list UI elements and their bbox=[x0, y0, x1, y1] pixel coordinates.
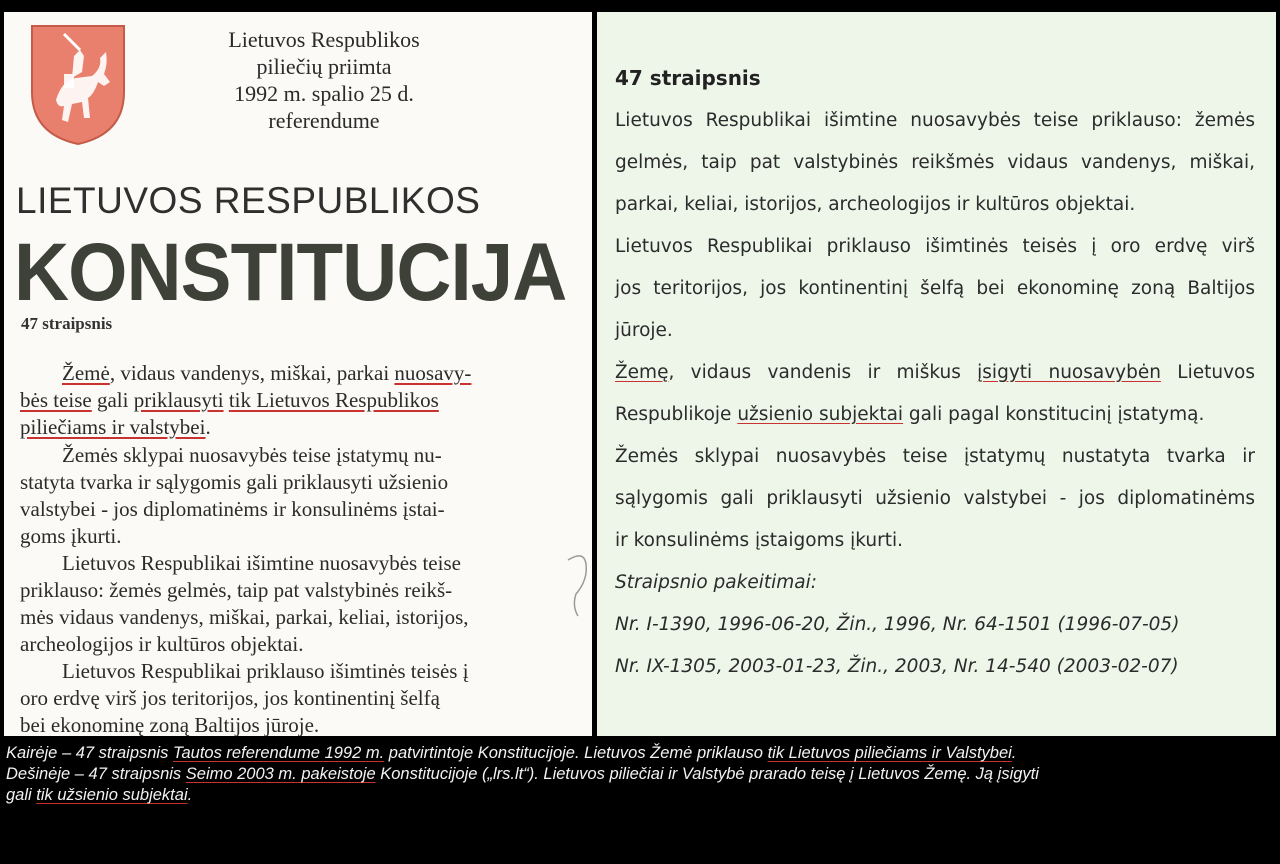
text-span: gali bbox=[6, 786, 37, 804]
article-line: jūroje. bbox=[615, 320, 673, 341]
article-paragraph-3 bbox=[20, 550, 469, 658]
article-title: 47 straipsnis bbox=[615, 66, 761, 90]
paragraph-line: oro erdvę virš jos teritorijos, jos kontinentinį šelfą bbox=[20, 686, 440, 710]
text-span: . bbox=[1011, 744, 1017, 762]
caption-line bbox=[6, 743, 1274, 764]
article-paragraph-1 bbox=[20, 360, 471, 441]
underlined-phrase: Žemė bbox=[62, 361, 110, 385]
amended-article-panel bbox=[597, 12, 1276, 736]
paragraph-line bbox=[20, 414, 471, 441]
text-span: gali bbox=[91, 388, 134, 412]
article-line: sąlygomis gali priklausyti užsienio valstybei - jos diplomatinėms bbox=[615, 488, 1255, 509]
article-line: ir konsulinėms įstaigoms įkurti. bbox=[615, 530, 904, 551]
text-span: . bbox=[205, 415, 211, 439]
paragraph-line: priklauso: žemės gelmės, taip pat valstybinės reikš- bbox=[20, 578, 453, 602]
document-heading-republic: LIETUVOS RESPUBLIKOS bbox=[16, 180, 481, 221]
underlined-phrase: tik užsienio subjektai bbox=[36, 786, 188, 804]
article-line: parkai, keliai, istorijos, archeologijos ir kultūros objektai. bbox=[615, 194, 1136, 215]
paragraph-line: Žemės sklypai nuosavybės teise įstatymų nu- bbox=[62, 443, 442, 467]
text-span: Konstitucijoje („lrs.lt“). Lietuvos piliečiai ir Valstybė prarado teisę į Lietuvos Žemę. Ją įsigyti bbox=[375, 765, 1039, 783]
text-span: Kairėje – 47 straipsnis bbox=[6, 744, 173, 762]
paragraph-line: statyta tvarka ir sąlygomis gali priklausyti užsienio bbox=[20, 470, 449, 494]
article-line: Žemės sklypai nuosavybės teise įstatymų nustatyta tvarka ir bbox=[615, 446, 1255, 467]
referendum-line: 1992 m. spalio 25 d. bbox=[234, 81, 414, 106]
underlined-phrase: piliečiams ir valstybei bbox=[20, 415, 206, 439]
text-span: Dešinėje – 47 straipsnis bbox=[6, 765, 186, 783]
article-number: 47 straipsnis bbox=[21, 314, 113, 333]
paragraph-line: valstybei - jos diplomatinėms ir konsulinėms įstai- bbox=[20, 497, 445, 521]
paragraph-line: Lietuvos Respublikai išimtine nuosavybės teise bbox=[62, 551, 461, 575]
caption-line bbox=[6, 785, 1274, 806]
referendum-line: referendume bbox=[268, 108, 380, 133]
referendum-line: Lietuvos Respublikos bbox=[228, 27, 420, 52]
referendum-line: piliečių priimta bbox=[256, 54, 392, 79]
underlined-phrase: priklausyti bbox=[133, 388, 224, 412]
pencil-mark-icon bbox=[564, 550, 590, 620]
referendum-note bbox=[194, 26, 454, 134]
paragraph-line: goms įkurti. bbox=[20, 524, 122, 548]
article-line bbox=[615, 404, 1255, 425]
article-paragraph-4 bbox=[20, 658, 469, 736]
amendment-entry: Nr. IX-1305, 2003-01-23, Žin., 2003, Nr. 14-540 (2003-02-07) bbox=[615, 656, 1179, 677]
underlined-phrase: nuosavy- bbox=[394, 361, 472, 385]
text-span: gali pagal konstitucinį įstatymą. bbox=[903, 404, 1205, 425]
paragraph-line bbox=[20, 387, 471, 414]
paragraph-line: archeologijos ir kultūros objektai. bbox=[20, 632, 304, 656]
paragraph-line bbox=[20, 360, 471, 387]
vytis-coat-of-arms-icon bbox=[28, 22, 128, 148]
text-span: Respublikoje bbox=[615, 404, 738, 425]
amendments-title: Straipsnio pakeitimai: bbox=[615, 572, 817, 593]
article-line bbox=[615, 362, 1255, 383]
underlined-phrase: bės teise bbox=[20, 388, 92, 412]
underlined-phrase: Žemę bbox=[615, 362, 669, 383]
text-span: . bbox=[187, 786, 193, 804]
underlined-phrase: Tautos referendume 1992 m. bbox=[172, 744, 385, 762]
underlined-phrase: tik Lietuvos piliečiams ir Valstybei bbox=[767, 744, 1012, 762]
original-constitution-scan bbox=[4, 12, 592, 736]
amendment-entry: Nr. I-1390, 1996-06-20, Žin., 1996, Nr. 64-1501 (1996-07-05) bbox=[615, 614, 1180, 635]
underlined-phrase: įsigyti nuosavybėn bbox=[977, 362, 1161, 383]
underlined-phrase: užsienio subjektai bbox=[737, 404, 904, 425]
article-line: jos teritorijos, jos kontinentinį šelfą bei ekonominę zoną Baltijos bbox=[615, 278, 1255, 299]
article-paragraph-2 bbox=[20, 442, 448, 550]
article-line: Lietuvos Respublikai išimtine nuosavybės teise priklauso: žemės bbox=[615, 110, 1255, 131]
paragraph-line: bei ekonominę zoną Baltijos jūroje. bbox=[20, 713, 320, 736]
article-line: gelmės, taip pat valstybinės reikšmės vidaus vandenys, miškai, bbox=[615, 152, 1255, 173]
text-span: , vidaus vandenys, miškai, parkai bbox=[109, 361, 395, 385]
caption-line bbox=[6, 764, 1274, 785]
article-line: Lietuvos Respublikai priklauso išimtinės teisės į oro erdvę virš bbox=[615, 236, 1255, 257]
paragraph-line: Lietuvos Respublikai priklauso išimtinės teisės į bbox=[62, 659, 469, 683]
underlined-phrase: tik Lietuvos Respublikos bbox=[228, 388, 439, 412]
document-heading-constitution: KONSTITUCIJA bbox=[14, 227, 567, 318]
text-span: , vidaus vandenis ir miškus bbox=[668, 362, 978, 383]
image-caption bbox=[6, 743, 1274, 806]
underlined-phrase: Seimo 2003 m. pakeistoje bbox=[185, 765, 376, 783]
text-span: patvirtintoje Konstitucijoje. Lietuvos Žemė priklauso bbox=[384, 744, 768, 762]
paragraph-line: mės vidaus vandenys, miškai, parkai, keliai, istorijos, bbox=[20, 605, 469, 629]
text-span: Lietuvos bbox=[1160, 362, 1255, 383]
